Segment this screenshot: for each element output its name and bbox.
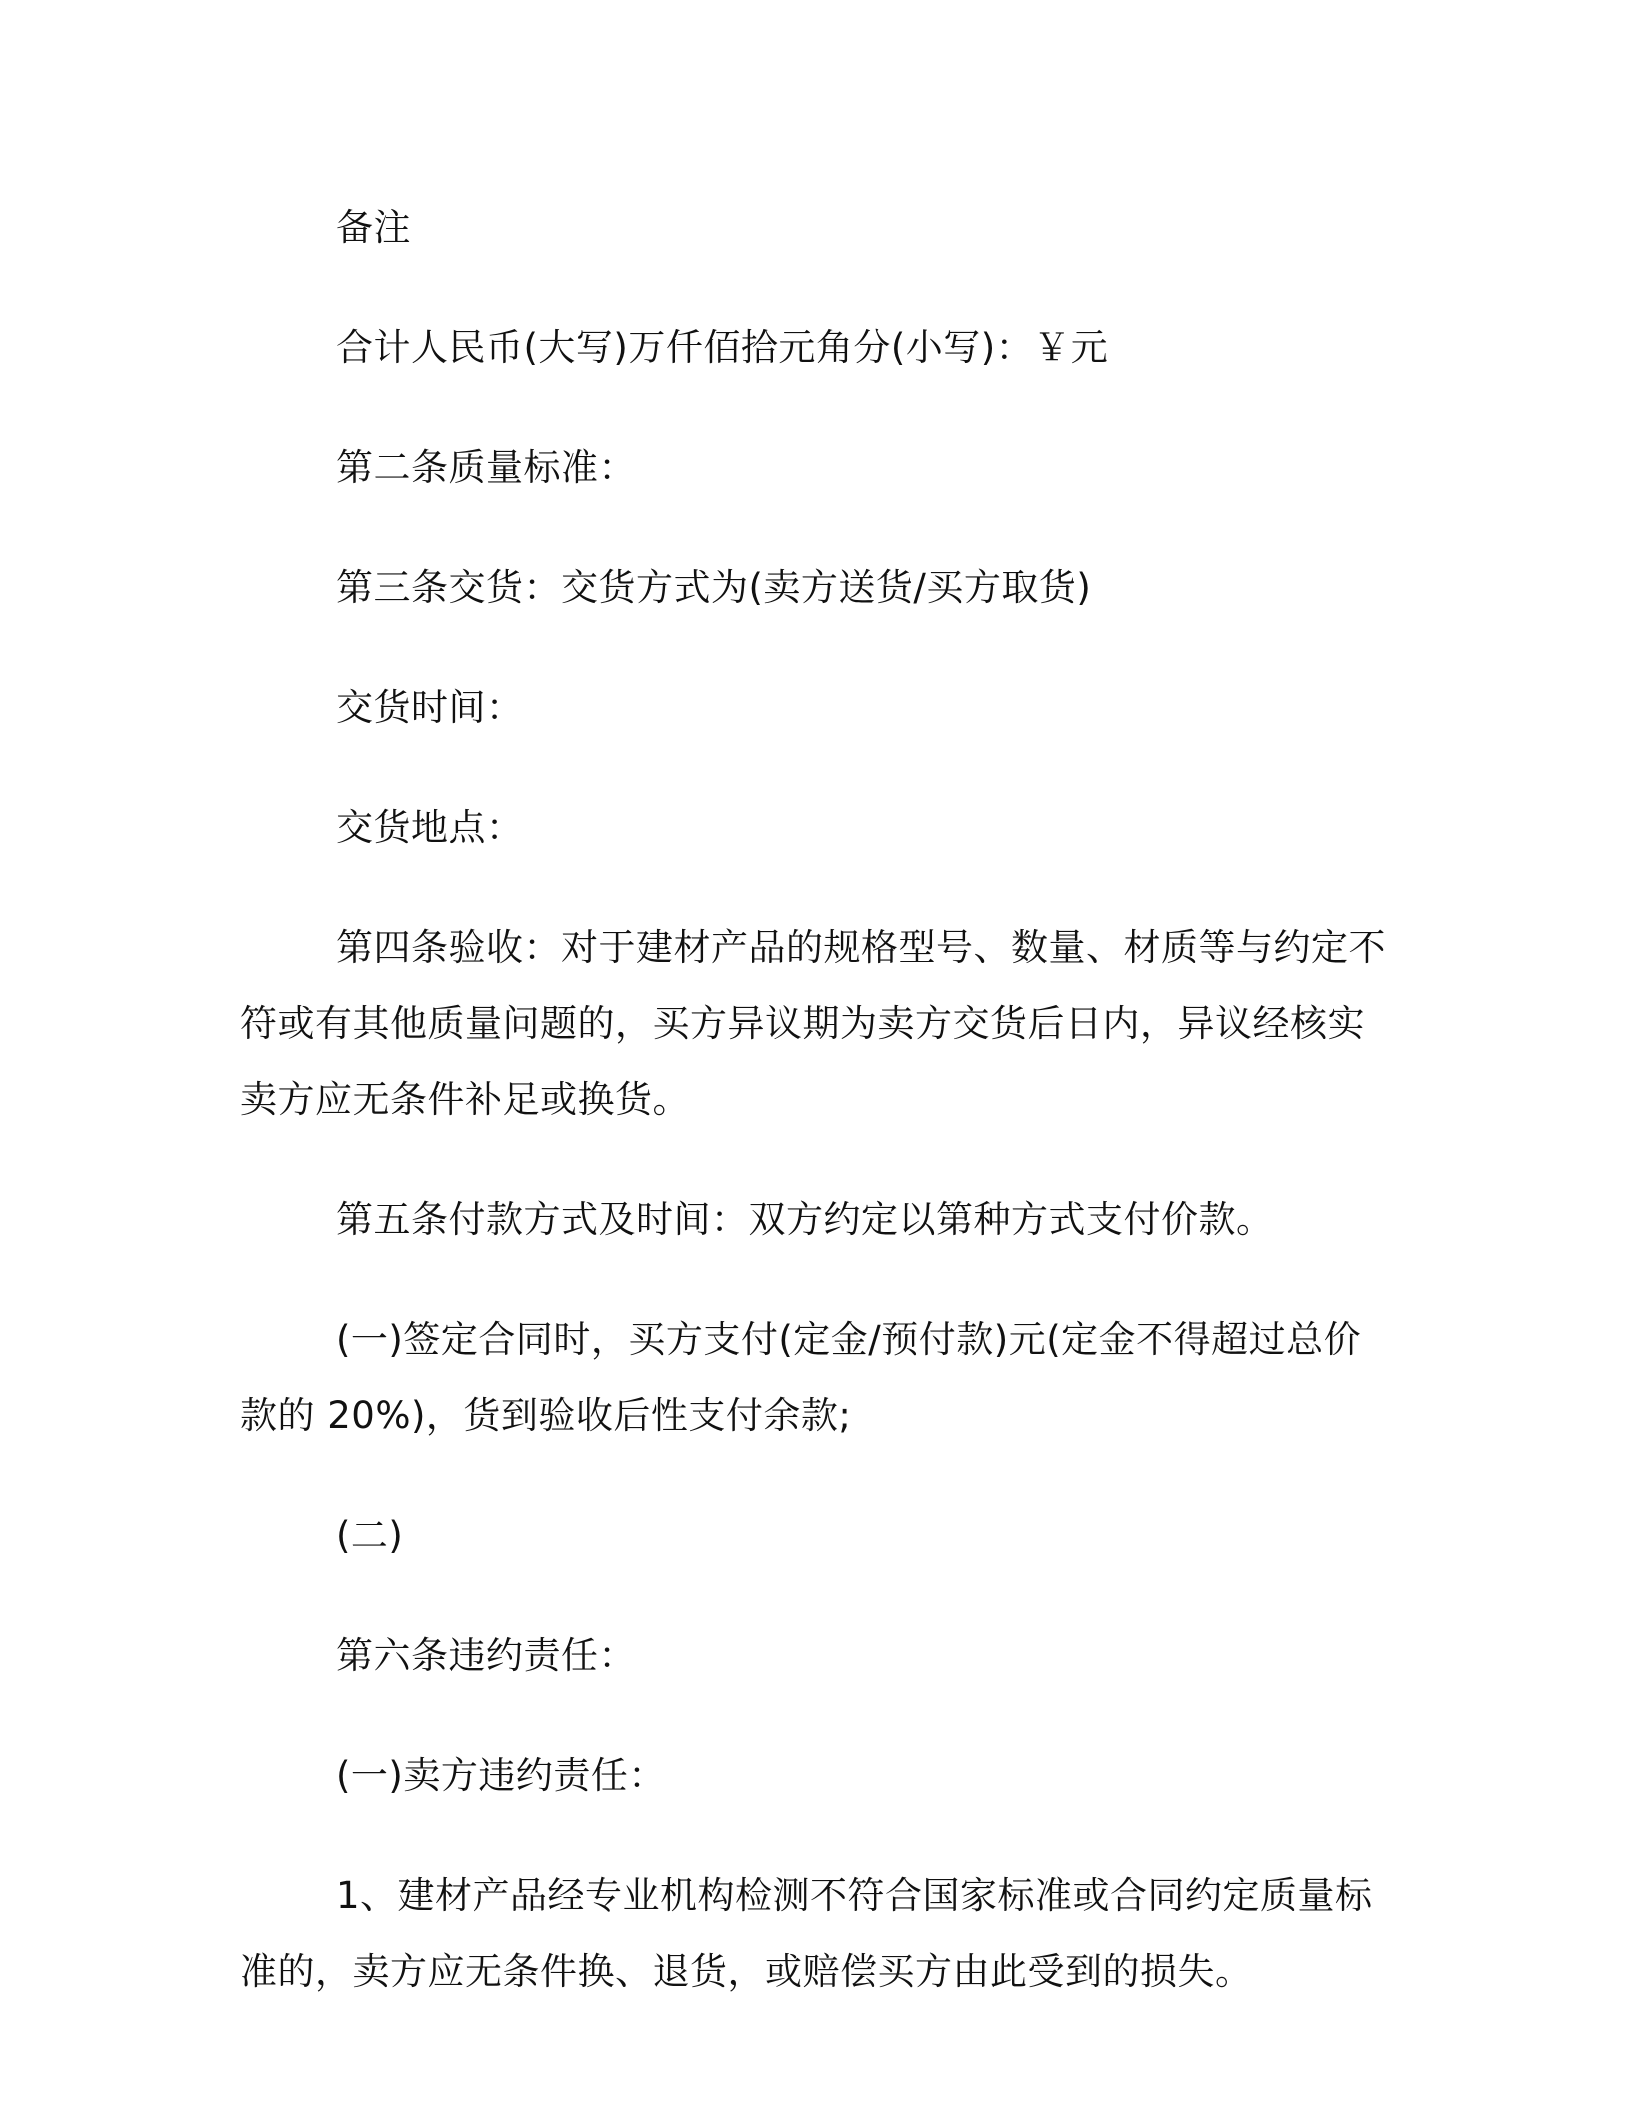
paragraph-seller-liability: (一)卖方违约责任： xyxy=(336,1754,666,1797)
paragraph-remarks: 备注 xyxy=(336,206,411,249)
paragraph-article-5-payment: 第五条付款方式及时间：双方约定以第种方式支付价款。 xyxy=(336,1198,1274,1241)
paragraph-payment-option-1: (一)签定合同时，买方支付(定金/预付款)元(定金不得超过总价款的 20%)，货到验收后性支付余款; xyxy=(240,1318,1362,1437)
paragraph-liability-item-1: 1、建材产品经专业机构检测不符合国家标准或合同约定质量标准的，卖方应无条件换、退货，或赔偿买方由此受到的损失。 xyxy=(240,1874,1373,1993)
paragraph-article-2-quality: 第二条质量标准： xyxy=(336,446,636,489)
paragraph-delivery-location: 交货地点： xyxy=(336,806,524,849)
paragraph-delivery-time: 交货时间： xyxy=(336,686,524,729)
paragraph-article-3-delivery: 第三条交货：交货方式为(卖方送货/买方取货) xyxy=(336,566,1092,609)
paragraph-total-amount: 合计人民币(大写)万仟佰拾元角分(小写)：￥元 xyxy=(336,326,1109,369)
paragraph-article-6-liability: 第六条违约责任： xyxy=(336,1634,636,1677)
paragraph-article-4-acceptance: 第四条验收：对于建材产品的规格型号、数量、材质等与约定不符或有其他质量问题的，买方异议期为卖方交货后日内，异议经核实卖方应无条件补足或换货。 xyxy=(240,926,1386,1121)
document-body xyxy=(240,190,1390,2054)
paragraph-payment-option-2: (二) xyxy=(336,1514,404,1557)
